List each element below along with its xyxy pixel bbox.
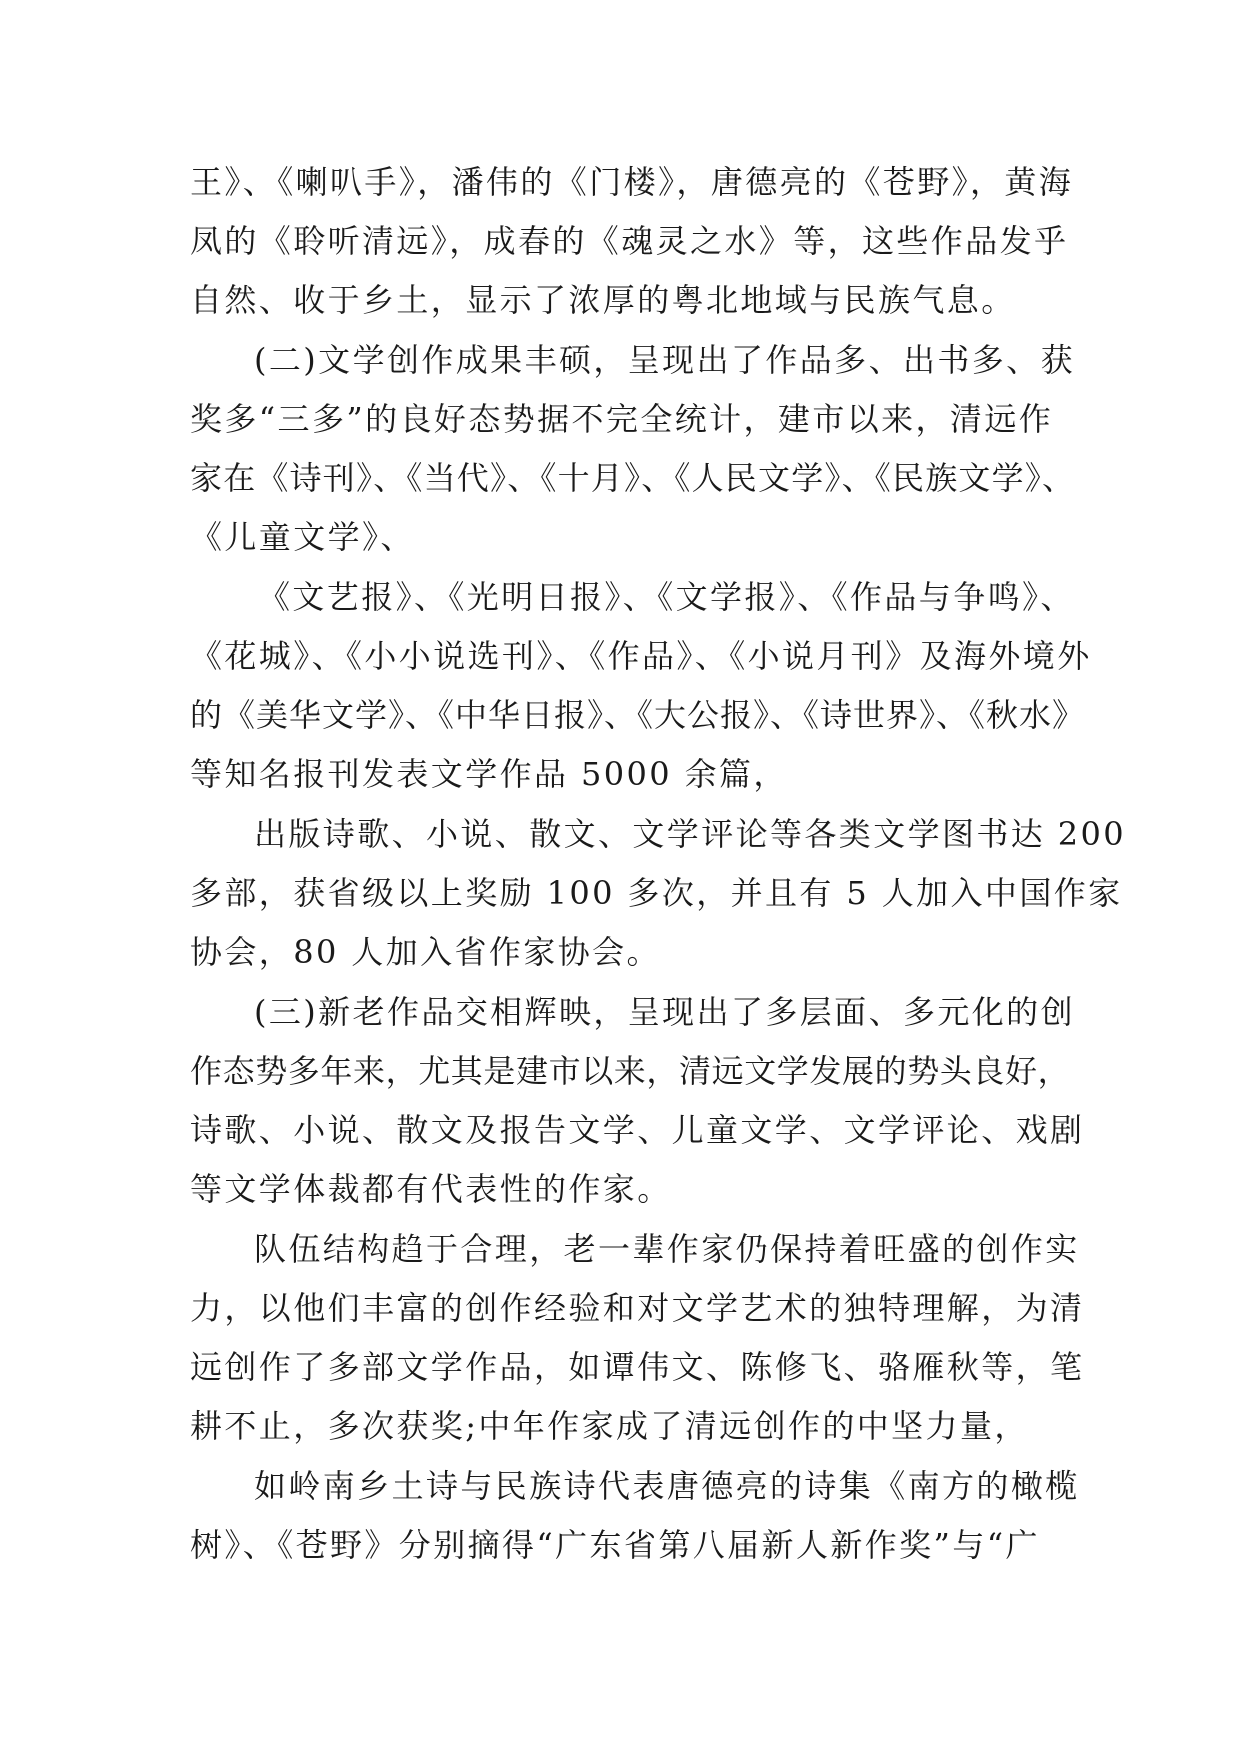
- text-line: 协会，80 人加入省作家协会。: [190, 933, 661, 971]
- text-line: 出版诗歌、小说、散文、文学评论等各类文学图书达 200: [254, 815, 1127, 853]
- text-line: 多部，获省级以上奖励 100 多次，并且有 5 人加入中国作家: [190, 874, 1123, 912]
- text-line: 如岭南乡土诗与民族诗代表唐德亮的诗集《南方的橄榄: [254, 1467, 1080, 1505]
- text-line: 王》、《喇叭手》，潘伟的《门楼》，唐德亮的《苍野》，黄海: [190, 163, 1074, 201]
- text-line: 等知名报刊发表文学作品 5000 余篇，: [190, 755, 788, 793]
- text-line: 树》、《苍野》分别摘得“广东省第八届新人新作奖”与“广: [190, 1526, 1040, 1564]
- text-line: 奖多“三多”的良好态势据不完全统计，建市以来，清远作: [190, 400, 1054, 438]
- text-line: 《儿童文学》、: [190, 518, 415, 556]
- text-line: 作态势多年来，尤其是建市以来，清远文学发展的势头良好，: [190, 1052, 1071, 1090]
- text-line: 的《美华文学》、《中华日报》、《大公报》、《诗世界》、《秋水》: [190, 696, 1086, 734]
- text-line: 远创作了多部文学作品，如谭伟文、陈修飞、骆雁秋等，笔: [190, 1348, 1085, 1386]
- text-line: (二)文学创作成果丰硕，呈现出了作品多、出书多、获: [254, 341, 1075, 379]
- text-line: 《文艺报》、《光明日报》、《文学报》、《作品与争鸣》、: [258, 578, 1075, 616]
- text-line: (三)新老作品交相辉映，呈现出了多层面、多元化的创: [254, 993, 1075, 1031]
- text-line: 队伍结构趋于合理，老一辈作家仍保持着旺盛的创作实: [254, 1230, 1080, 1268]
- text-line: 家在《诗刊》、《当代》、《十月》、《人民文学》、《民族文学》、: [190, 459, 1076, 497]
- text-line: 等文学体裁都有代表性的作家。: [190, 1170, 672, 1208]
- text-line: 《花城》、《小小说选刊》、《作品》、《小说月刊》及海外境外: [190, 637, 1092, 675]
- text-line: 凤的《聆听清远》，成春的《魂灵之水》等，这些作品发乎: [190, 222, 1069, 260]
- text-line: 耕不止，多次获奖;中年作家成了清远创作的中坚力量，: [190, 1407, 1029, 1445]
- text-line: 力，以他们丰富的创作经验和对文学艺术的独特理解，为清: [190, 1289, 1085, 1327]
- text-line: 自然、收于乡土，显示了浓厚的粤北地域与民族气息。: [190, 281, 1016, 319]
- text-line: 诗歌、小说、散文及报告文学、儿童文学、文学评论、戏剧: [190, 1111, 1085, 1149]
